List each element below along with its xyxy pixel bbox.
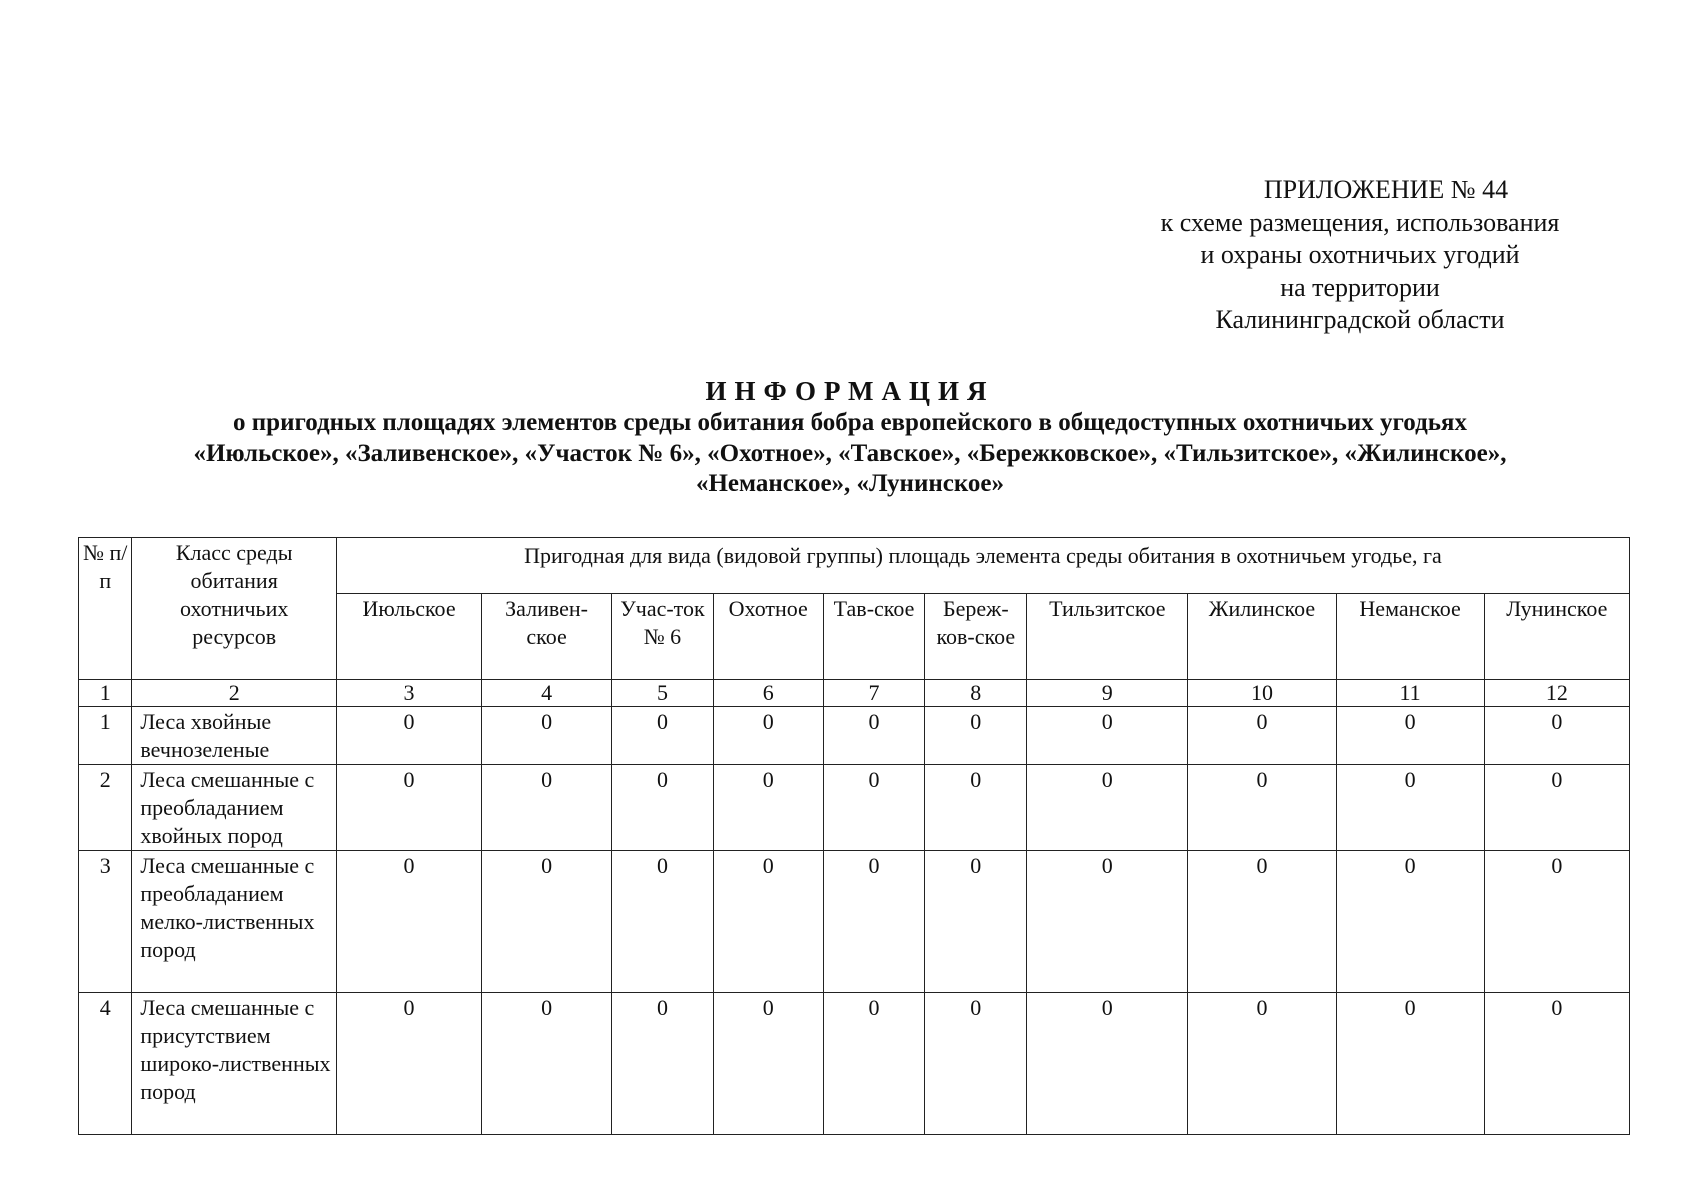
area-value: 0 xyxy=(713,993,823,1135)
area-value: 0 xyxy=(1484,993,1629,1135)
area-value: 0 xyxy=(1188,993,1336,1135)
header-area: Тильзитское xyxy=(1027,594,1188,680)
area-value: 0 xyxy=(482,851,612,993)
column-number: 2 xyxy=(132,680,337,707)
header-area: Неманское xyxy=(1336,594,1484,680)
header-area: Тав-ское xyxy=(823,594,925,680)
area-value: 0 xyxy=(713,851,823,993)
header-area: Лунинское xyxy=(1484,594,1629,680)
area-value: 0 xyxy=(1027,851,1188,993)
area-value: 0 xyxy=(482,707,612,765)
area-value: 0 xyxy=(612,993,714,1135)
column-number: 6 xyxy=(713,680,823,707)
area-value: 0 xyxy=(1336,765,1484,851)
area-value: 0 xyxy=(1027,707,1188,765)
title-sub-line: «Неманское», «Лунинское» xyxy=(695,470,1005,497)
appendix-header xyxy=(1080,174,1640,337)
area-value: 0 xyxy=(1188,707,1336,765)
habitat-class: Леса смешанные с преобладанием мелко-лиственных пород xyxy=(132,851,337,993)
area-value: 0 xyxy=(336,993,481,1135)
row-number: 1 xyxy=(79,707,132,765)
table-row xyxy=(79,851,1630,993)
column-number: 8 xyxy=(925,680,1027,707)
appendix-line: на территории xyxy=(1280,272,1440,302)
area-value: 0 xyxy=(925,765,1027,851)
area-value: 0 xyxy=(612,765,714,851)
area-value: 0 xyxy=(1027,993,1188,1135)
column-number: 10 xyxy=(1188,680,1336,707)
area-value: 0 xyxy=(1336,851,1484,993)
header-area: Охотное xyxy=(713,594,823,680)
row-number: 3 xyxy=(79,851,132,993)
area-value: 0 xyxy=(482,765,612,851)
header-class: Класс среды обитания охотничьих ресурсов xyxy=(132,538,337,680)
area-value: 0 xyxy=(1484,765,1629,851)
document-title xyxy=(60,374,1640,500)
area-value: 0 xyxy=(1027,765,1188,851)
appendix-line: и охраны охотничьих угодий xyxy=(1200,240,1520,269)
appendix-line: Калининградской области xyxy=(1215,305,1505,334)
header-area: Жилинское xyxy=(1188,594,1336,680)
area-value: 0 xyxy=(823,707,925,765)
column-number: 3 xyxy=(336,680,481,707)
column-number: 4 xyxy=(482,680,612,707)
area-value: 0 xyxy=(336,707,481,765)
area-value: 0 xyxy=(336,765,481,851)
area-value: 0 xyxy=(1336,993,1484,1135)
header-area: Июльское xyxy=(336,594,481,680)
area-value: 0 xyxy=(925,851,1027,993)
header-area: Учас-ток № 6 xyxy=(612,594,714,680)
area-value: 0 xyxy=(1188,851,1336,993)
column-number: 1 xyxy=(79,680,132,707)
title-main: ИНФОРМАЦИЯ xyxy=(705,376,995,406)
title-sub-line: о пригодных площадях элементов среды обитания бобра европейского в общедоступных охотничьих угодьях xyxy=(233,409,1467,436)
area-value: 0 xyxy=(925,993,1027,1135)
header-no: № п/п xyxy=(79,538,132,680)
title-sub-line: «Июльское», «Заливенское», «Участок № 6», «Охотное», «Тавское», «Бережковское», «Тильзитское», «Жилинское», xyxy=(193,439,1507,467)
header-area: Заливен-ское xyxy=(482,594,612,680)
column-number: 5 xyxy=(612,680,714,707)
column-numbers-row xyxy=(79,680,1630,707)
area-value: 0 xyxy=(823,765,925,851)
appendix-line: ПРИЛОЖЕНИЕ № 44 xyxy=(1263,175,1509,204)
area-value: 0 xyxy=(336,851,481,993)
area-value: 0 xyxy=(1188,765,1336,851)
header-row xyxy=(79,538,1630,594)
row-number: 2 xyxy=(79,765,132,851)
area-value: 0 xyxy=(713,765,823,851)
appendix-line: к схеме размещения, использования xyxy=(1160,207,1560,237)
header-area: Береж-ков-ское xyxy=(925,594,1027,680)
area-value: 0 xyxy=(1336,707,1484,765)
table-row xyxy=(79,993,1630,1135)
column-number: 7 xyxy=(823,680,925,707)
area-value: 0 xyxy=(823,851,925,993)
area-value: 0 xyxy=(713,707,823,765)
column-number: 9 xyxy=(1027,680,1188,707)
column-number: 12 xyxy=(1484,680,1629,707)
area-value: 0 xyxy=(612,851,714,993)
area-value: 0 xyxy=(482,993,612,1135)
area-value: 0 xyxy=(925,707,1027,765)
habitat-table xyxy=(78,537,1630,1135)
column-number: 11 xyxy=(1336,680,1484,707)
area-value: 0 xyxy=(612,707,714,765)
header-group: Пригодная для вида (видовой группы) площадь элемента среды обитания в охотничьем угодье, га xyxy=(336,538,1629,594)
habitat-class: Леса смешанные с преобладанием хвойных пород xyxy=(132,765,337,851)
area-value: 0 xyxy=(1484,851,1629,993)
row-number: 4 xyxy=(79,993,132,1135)
area-value: 0 xyxy=(823,993,925,1135)
table-row xyxy=(79,707,1630,765)
table-row xyxy=(79,765,1630,851)
habitat-class: Леса хвойные вечнозеленые xyxy=(132,707,337,765)
area-value: 0 xyxy=(1484,707,1629,765)
habitat-class: Леса смешанные с присутствием широко-лиственных пород xyxy=(132,993,337,1135)
